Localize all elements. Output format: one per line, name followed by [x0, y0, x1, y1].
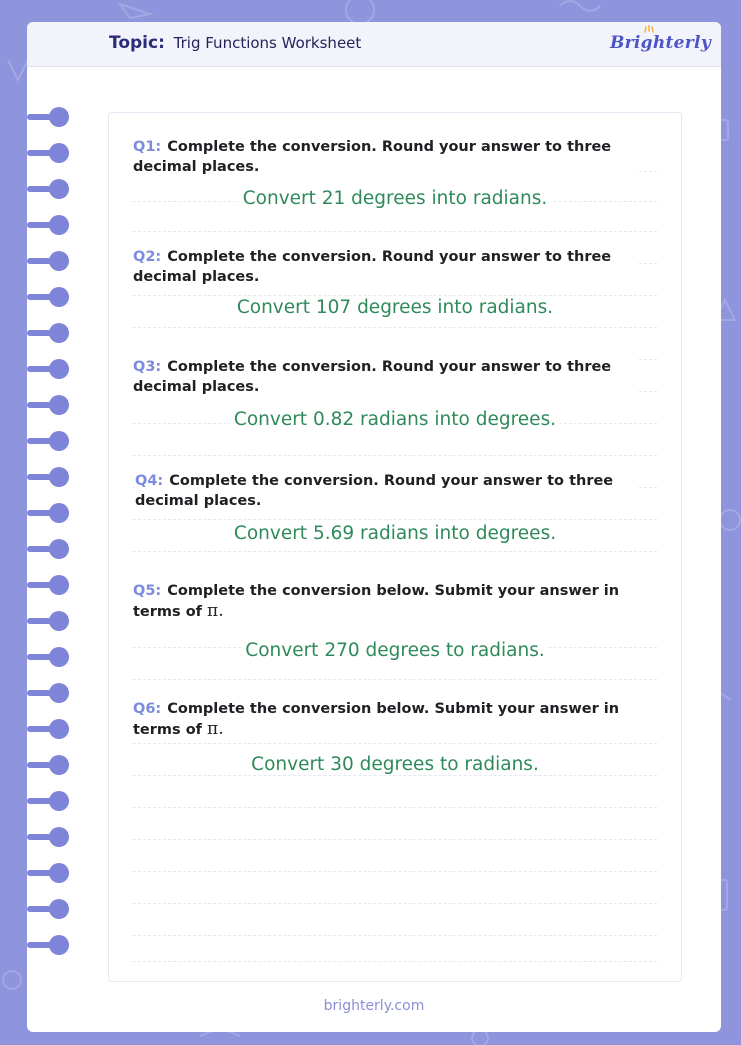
question-4-task: Convert 5.69 radians into degrees.	[109, 523, 681, 544]
pi-symbol: π.	[207, 601, 224, 621]
answer-line	[133, 231, 657, 232]
question-number: Q3:	[133, 359, 162, 375]
binding-ring-hole	[49, 575, 69, 595]
question-instruction: Complete the conversion. Round your answer to three decimal places.	[133, 249, 612, 285]
question-4	[135, 471, 639, 511]
binding-ring-hole	[49, 215, 69, 235]
questions-panel	[108, 112, 682, 982]
binding-ring-hole	[49, 935, 69, 955]
topic-label: Topic:	[109, 33, 165, 53]
binding-ring-hole	[49, 107, 69, 127]
question-5	[133, 581, 663, 622]
worksheet-page	[27, 22, 721, 1032]
binding-ring-hole	[49, 431, 69, 451]
answer-line	[133, 903, 657, 904]
question-instruction: Complete the conversion below. Submit your answer in terms of	[133, 701, 620, 738]
question-number: Q6:	[133, 701, 162, 717]
answer-line	[133, 871, 657, 872]
binding-ring-hole	[49, 683, 69, 703]
binding-ring-hole	[49, 395, 69, 415]
worksheet-header	[27, 22, 721, 67]
answer-line	[133, 839, 657, 840]
question-1-task: Convert 21 degrees into radians.	[109, 188, 681, 209]
question-1	[133, 137, 637, 177]
answer-line	[133, 519, 657, 520]
binding-ring-hole	[49, 179, 69, 199]
binding-ring-hole	[49, 719, 69, 739]
binding-ring-hole	[49, 467, 69, 487]
pi-symbol: π.	[207, 719, 224, 739]
binding-ring-hole	[49, 359, 69, 379]
answer-line	[133, 327, 657, 328]
question-2	[133, 247, 637, 287]
answer-line	[133, 743, 657, 744]
question-number: Q2:	[133, 249, 162, 265]
binding-ring-hole	[49, 755, 69, 775]
question-number: Q4:	[135, 473, 164, 489]
question-instruction: Complete the conversion. Round your answer to three decimal places.	[133, 359, 612, 395]
question-instruction: Complete the conversion below. Submit your answer in terms of	[133, 583, 620, 620]
logo-spark-icon	[644, 25, 654, 33]
answer-line	[133, 679, 657, 680]
question-3-task: Convert 0.82 radians into degrees.	[109, 409, 681, 430]
question-instruction: Complete the conversion. Round your answer to three decimal places.	[133, 139, 612, 175]
question-3	[133, 357, 637, 397]
binding-ring-hole	[49, 611, 69, 631]
binding-ring-hole	[49, 143, 69, 163]
answer-line	[133, 551, 657, 552]
binding-ring-hole	[49, 287, 69, 307]
answer-line	[133, 295, 657, 296]
answer-line	[133, 455, 657, 456]
binding-ring-hole	[49, 791, 69, 811]
binding-ring-hole	[49, 323, 69, 343]
binding-ring-hole	[49, 251, 69, 271]
binding-ring-hole	[49, 539, 69, 559]
spiral-binding	[0, 0, 80, 1045]
topic-heading	[109, 33, 361, 53]
binding-ring-hole	[49, 827, 69, 847]
footer-website: brighterly.com	[323, 998, 425, 1014]
binding-ring-hole	[49, 899, 69, 919]
answer-line	[133, 961, 657, 962]
question-5-task: Convert 270 degrees to radians.	[109, 640, 681, 661]
answer-line	[133, 807, 657, 808]
question-6	[133, 699, 663, 740]
question-6-task: Convert 30 degrees to radians.	[109, 754, 681, 775]
question-number: Q1:	[133, 139, 162, 155]
question-number: Q5:	[133, 583, 162, 599]
answer-line	[133, 935, 657, 936]
binding-ring-hole	[49, 647, 69, 667]
answer-line	[133, 775, 657, 776]
binding-ring-hole	[49, 863, 69, 883]
binding-ring-hole	[49, 503, 69, 523]
brighterly-logo: Brighterly	[610, 33, 711, 53]
question-2-task: Convert 107 degrees into radians.	[109, 297, 681, 318]
topic-title: Trig Functions Worksheet	[173, 34, 362, 52]
question-instruction: Complete the conversion. Round your answer to three decimal places.	[135, 473, 614, 509]
